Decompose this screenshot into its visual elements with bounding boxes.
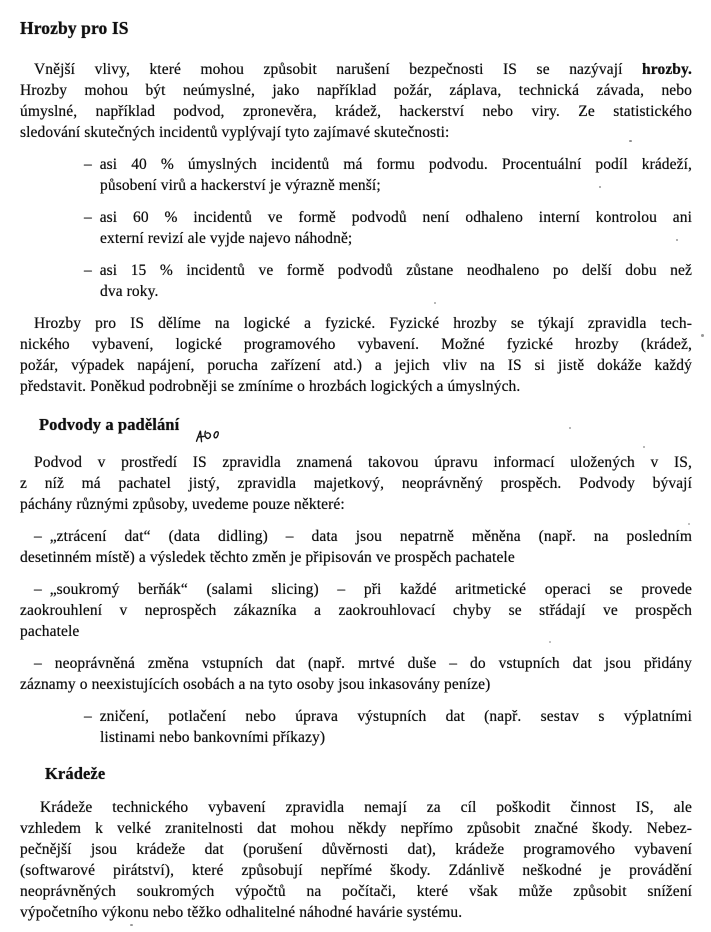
text-run: – zničení, potlačení nebo úprava výstupních dat (např. sestav s výplatními — [84, 708, 692, 725]
text-run: Hrozby pro IS dělíme na logické a fyzické. Fyzické hrozby se týkají zpravidla tech- — [34, 315, 692, 332]
text-line — [20, 621, 692, 642]
scan-speckle — [701, 334, 704, 337]
text-run: záznamy o neexistujících osobách a na tyto osoby jsou inkasovány peníze) — [20, 676, 491, 693]
text-run: páchány různými způsoby, uvedeme pouze některé: — [20, 496, 345, 513]
scan-speckle — [599, 186, 601, 188]
text-run: z níž má pachatel jistý, zpravidla majetkový, neoprávněný prospěch. Podvody bývají — [20, 475, 692, 492]
text-run: představit. Poněkud podrobněji se zmíníme o hrozbách logických a úmyslných. — [20, 378, 521, 395]
text-run: – asi 60 % incidentů ve formě podvodů není odhaleno interní kontrolou ani — [84, 209, 692, 226]
text-line — [20, 101, 692, 122]
text-run: úmyslné, například podvod, zpronevěra, krádež, hackerství nebo viry. Ze statistického — [20, 103, 692, 120]
text-line — [20, 313, 692, 334]
paragraph-intro — [20, 59, 692, 143]
text-line — [20, 59, 692, 80]
text-line — [20, 797, 692, 818]
text-run: výpočetního výkonu nebo těžko odhalitelné náhodné havárie systému. — [20, 904, 463, 921]
text-run: Vnější vlivy, které mohou způsobit narušení bezpečnosti IS se nazývají — [34, 61, 643, 78]
text-run: neoprávněných soukromých výpočtů na počítači, které však může způsobit snížení — [20, 883, 692, 900]
heading-podvody-a-padelani: Podvody a padělání — [39, 415, 180, 434]
scan-speckle — [569, 427, 571, 429]
heading-kradeze: Krádeže — [45, 764, 106, 783]
scan-speckle — [434, 302, 436, 304]
scan-speckle — [549, 641, 551, 643]
scan-speckle — [688, 523, 690, 525]
text-run: desetinném místě) a výsledek těchto změn je připisován ve prospěch pachatele — [20, 549, 515, 566]
list-item-neopravnena-zmena — [20, 653, 692, 695]
list-item-40-percent — [20, 154, 692, 196]
text-line — [20, 376, 692, 397]
text-line — [20, 260, 692, 281]
text-run: (softwarové pirátství), které způsobují nepřímé škody. Zdánlivě neškodné je provádění — [20, 862, 692, 879]
text-line — [20, 473, 692, 494]
paragraph-podvod-definice — [20, 452, 692, 515]
text-line — [20, 547, 692, 568]
text-line — [20, 281, 692, 302]
text-line — [20, 175, 692, 196]
text-run: – „soukromý berňák“ (salami slicing) – při každé aritmetické operaci se provede — [34, 581, 692, 598]
text-line — [20, 818, 692, 839]
text-line — [20, 653, 692, 674]
text-run: pečnější jsou krádeže dat (porušení důvěrnosti dat), krádeže programového vybavení — [20, 841, 692, 858]
list-item-soukromy-bernak — [20, 579, 692, 642]
text-line — [20, 452, 692, 473]
text-run: působení virů a hackerství je výrazně menší; — [100, 177, 381, 194]
text-line — [20, 600, 692, 621]
text-line — [20, 80, 692, 101]
scan-speckle — [629, 140, 632, 142]
bold-term: hrozby. — [642, 61, 692, 78]
text-run: Podvod v prostředí IS zpravidla znamená takovou úpravu informací uložených v IS, — [34, 454, 692, 471]
text-run: – asi 40 % úmyslných incidentů má formu podvodu. Procentuální podíl krádeží, — [84, 156, 692, 173]
text-line — [20, 839, 692, 860]
text-run: – „ztrácení dat“ (data didling) – data jsou nepatrně měněna (např. na posledním — [34, 528, 692, 545]
text-run: listinami nebo bankovními příkazy) — [100, 729, 326, 746]
text-run: externí revizí ale vyjde najevo náhodně; — [100, 230, 353, 247]
text-line — [20, 881, 692, 902]
list-item-ztraceni-dat — [20, 526, 692, 568]
text-line — [20, 122, 692, 143]
text-line — [20, 706, 692, 727]
list-item-zniceni-dat — [20, 706, 692, 748]
text-line — [20, 727, 692, 748]
text-line — [20, 526, 692, 547]
paragraph-hrozby-deleni — [20, 313, 692, 397]
text-line — [20, 494, 692, 515]
text-run: požár, výpadek napájení, porucha zařízení atd.) a jejich vliv na IS si jistě dokáže každý — [20, 357, 692, 374]
text-line — [20, 228, 692, 249]
text-line — [20, 334, 692, 355]
list-item-15-percent — [20, 260, 692, 302]
text-run: nického vybavení, logické programového vybavení. Možné fyzické hrozby (krádež, — [20, 336, 692, 353]
text-run: dva roky. — [100, 283, 159, 300]
text-run: – neoprávněná změna vstupních dat (např. mrtvé duše – do vstupních dat jsou přidány — [34, 655, 692, 672]
text-line — [20, 860, 692, 881]
scan-speckle — [130, 924, 133, 926]
text-run: – asi 15 % incidentů ve formě podvodů zůstane neodhaleno po delší dobu než — [84, 262, 692, 279]
text-line — [20, 579, 692, 600]
text-run: Hrozby mohou být neúmyslné, jako například požár, záplava, technická závada, nebo — [20, 82, 692, 99]
document-content — [20, 17, 692, 923]
list-item-60-percent — [20, 207, 692, 249]
paragraph-kradeze — [20, 797, 692, 923]
text-run: Krádeže technického vybavení zpravidla nemají za cíl poškodit činnost IS, ale — [40, 799, 692, 816]
scan-speckle — [676, 239, 678, 241]
text-line — [20, 154, 692, 175]
text-run: sledování skutečných incidentů vyplývají tyto zajímavé skutečnosti: — [20, 124, 450, 141]
text-run: pachatele — [20, 623, 80, 640]
text-line — [20, 207, 692, 228]
text-line — [20, 355, 692, 376]
text-run: vzhledem k velké zranitelnosti dat mohou někdy nepřímo způsobit značné škody. Nebez- — [20, 820, 692, 837]
text-run: zaokrouhlení v neprospěch zákazníka a zaokrouhlovací chyby se střádají ve prospěch — [20, 602, 692, 619]
scan-speckle — [643, 446, 645, 448]
text-line — [20, 674, 692, 695]
text-line — [20, 902, 692, 923]
handwritten-ink-mark — [192, 425, 224, 446]
heading-hrozby-pro-is: Hrozby pro IS — [20, 18, 129, 38]
